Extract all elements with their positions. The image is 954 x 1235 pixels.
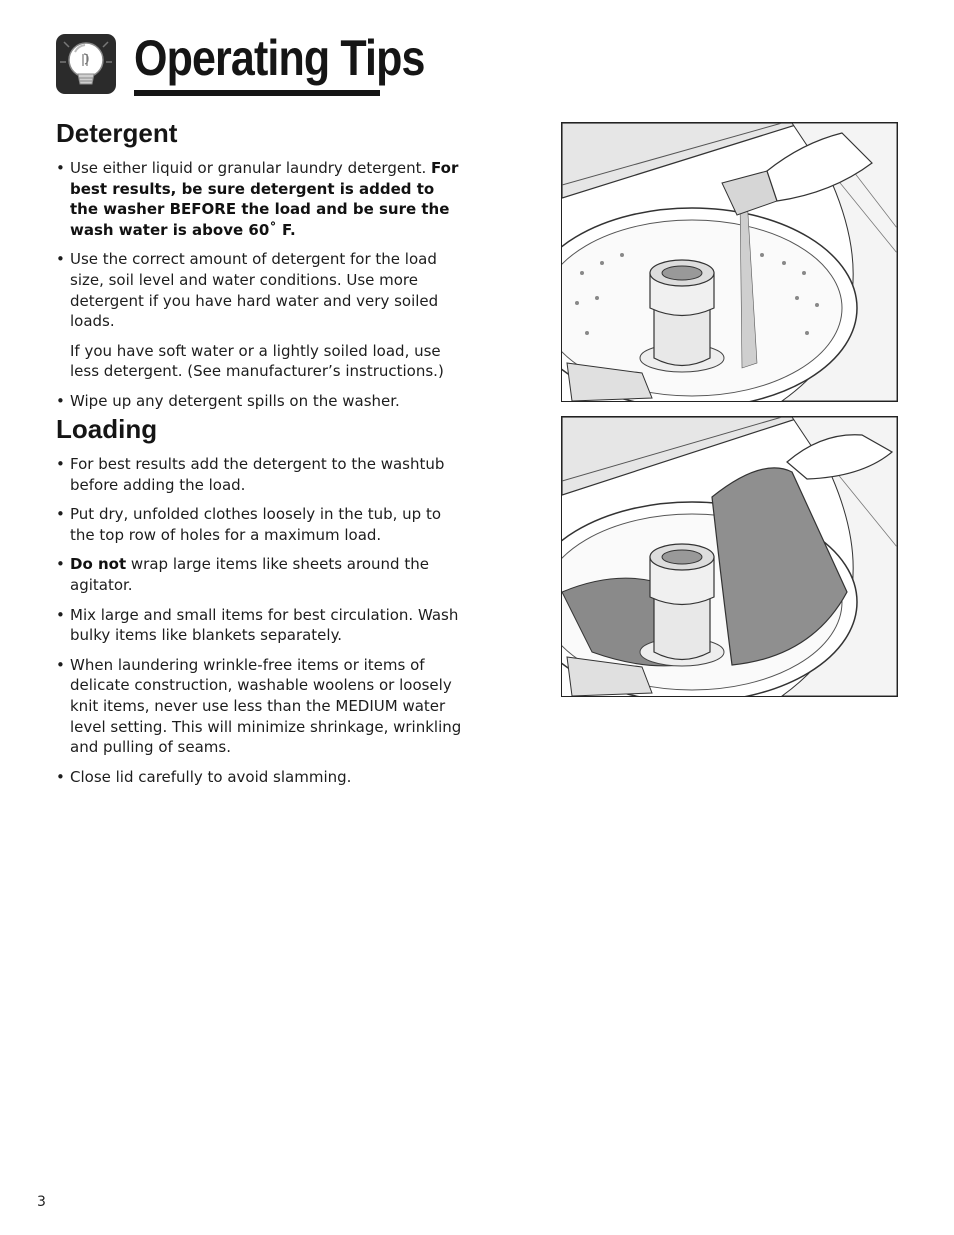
bullet: • [56,655,65,674]
loading-heading: Loading [56,414,158,444]
detergent-illustration [561,122,898,402]
list-sub-paragraph: If you have soft water or a lightly soiled load, use less detergent. (See manufacturer’s instructions.) [70,341,444,381]
loading-list [56,454,466,787]
bullet: • [56,767,65,786]
list-item [56,391,466,412]
list-item [56,504,466,545]
detergent-list [56,158,466,332]
lightbulb-icon [56,34,116,94]
bullet: • [56,605,65,624]
title-underline [134,90,380,96]
list-item-text: Close lid carefully to avoid slamming. [70,767,352,786]
list-item-text: When laundering wrinkle-free items or items of delicate construction, washable woolens or loosely knit items, never use less than the MEDIUM water level setting. This will minimize shrinkage, wrinkling and pulling of seams. [70,655,462,757]
list-item-text: wrap large items like sheets around the agitator. [70,555,429,594]
list-item-bold: Do not [70,555,127,574]
bullet: • [56,159,65,177]
list-item [56,454,466,495]
bullet: • [56,455,65,473]
list-item-text: Mix large and small items for best circulation. Wash bulky items like blankets separately. [70,605,459,645]
list-item-text: For best results add the detergent to the washtub before adding the load. [70,455,445,494]
page-header [56,30,425,100]
bullet: • [56,555,65,574]
list-item [56,767,466,788]
list-item-bold: For best results, be sure detergent is added to the washer BEFORE the load and be sure the wash water is above 60˚ F. [70,159,459,239]
loading-illustration [561,416,898,697]
bullet: • [56,505,65,524]
list-item [56,554,466,595]
detergent-list-continued [56,391,466,412]
page-title: Operating Tips [134,30,425,86]
list-item [56,605,466,646]
list-item-text: Put dry, unfolded clothes loosely in the tub, up to the top row of holes for a maximum load. [70,505,442,544]
list-item [56,249,466,331]
list-item-text: Wipe up any detergent spills on the washer. [70,391,400,410]
list-item-text: Use either liquid or granular laundry detergent. [70,159,432,177]
bullet: • [56,250,65,269]
list-item-text: Use the correct amount of detergent for the load size, soil level and water conditions. Use more detergent if you have hard water and very soiled loads. [70,250,439,331]
detergent-heading: Detergent [56,118,178,148]
list-item [56,655,466,758]
bullet: • [56,391,65,410]
loading-section [56,414,466,796]
page-number: 3 [37,1194,46,1210]
detergent-section [56,118,466,421]
list-item [56,158,466,240]
